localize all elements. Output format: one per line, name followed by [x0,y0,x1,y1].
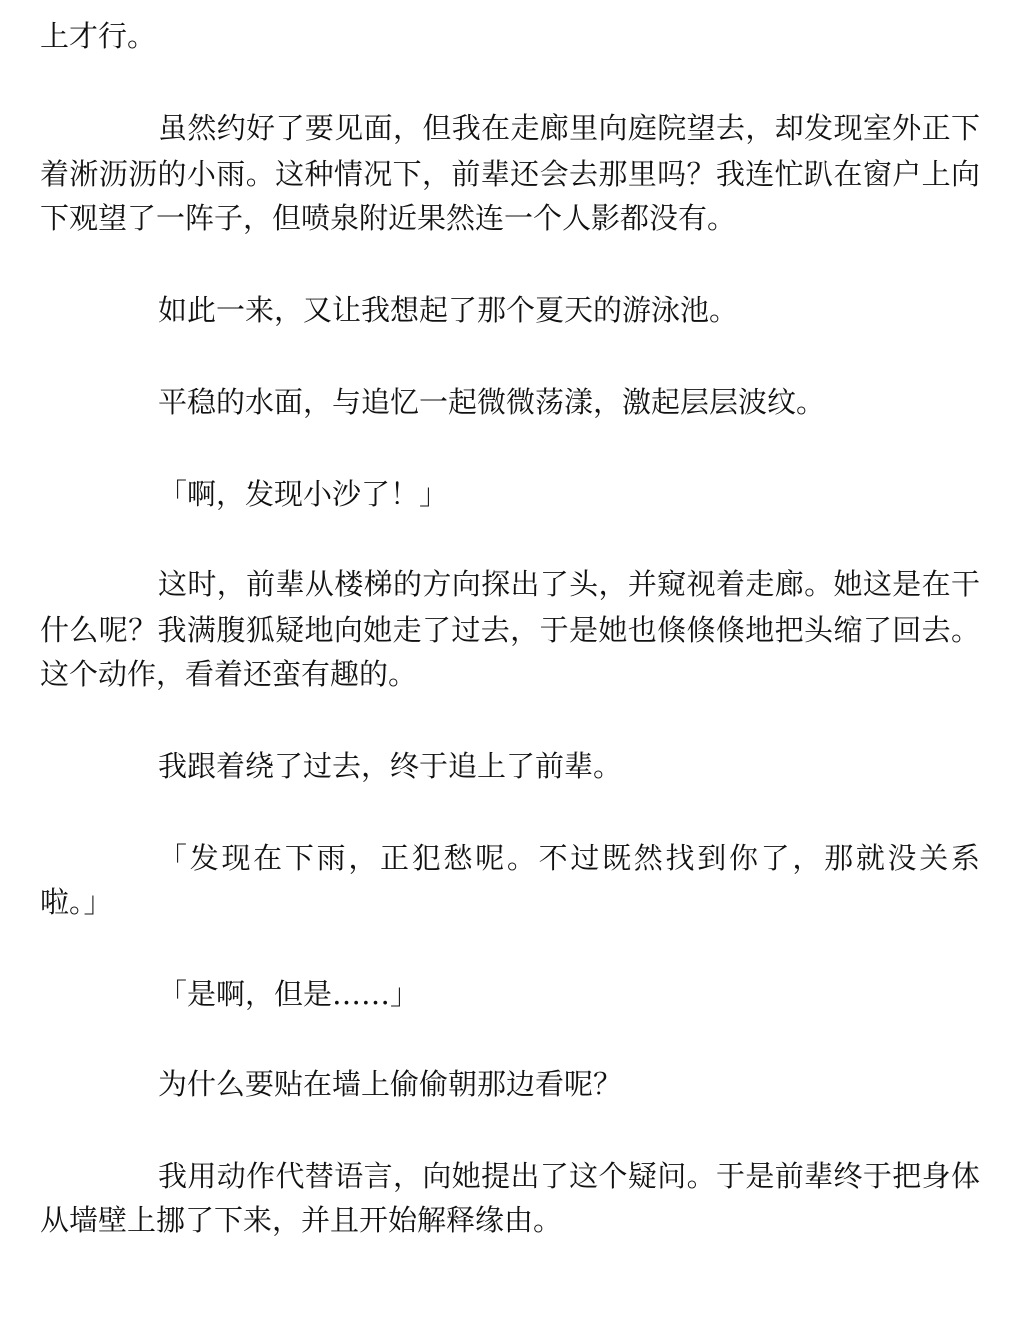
text-line: 平稳的水面，与追忆一起微微荡漾，激起层层波纹。 [158,385,826,419]
text-line: 上才行。 [40,19,157,53]
dialogue-line: 「发现在下雨，正犯愁呢。不过既然找到你了，那就没关系 [158,841,980,875]
dialogue-line: 啦。」 [40,885,113,919]
text-line: 从墙壁上挪了下来，并且开始解释缘由。 [40,1203,563,1237]
text-line: 虽然约好了要见面，但我在走廊里向庭院望去，却发现室外正下 [158,111,980,145]
text-line: 这个动作，看着还蛮有趣的。 [40,657,418,691]
text-line: 我用动作代替语言，向她提出了这个疑问。于是前辈终于把身体 [158,1159,980,1193]
text-line: 如此一来，又让我想起了那个夏天的游泳池。 [158,293,739,327]
text-line: 我跟着绕了过去，终于追上了前辈。 [158,749,623,783]
text-line: 这时，前辈从楼梯的方向探出了头，并窥视着走廊。她这是在干 [158,567,980,601]
dialogue-line: 「是啊，但是……」 [158,977,420,1011]
dialogue-line: 「啊，发现小沙了！」 [158,477,449,511]
text-line: 下观望了一阵子，但喷泉附近果然连一个人影都没有。 [40,201,737,235]
text-line: 为什么要贴在墙上偷偷朝那边看呢？ [158,1067,623,1101]
text-line: 什么呢？我满腹狐疑地向她走了过去，于是她也倏倏倏地把头缩了回去。 [40,613,980,647]
text-line: 着淅沥沥的小雨。这种情况下，前辈还会去那里吗？我连忙趴在窗户上向 [40,157,980,191]
